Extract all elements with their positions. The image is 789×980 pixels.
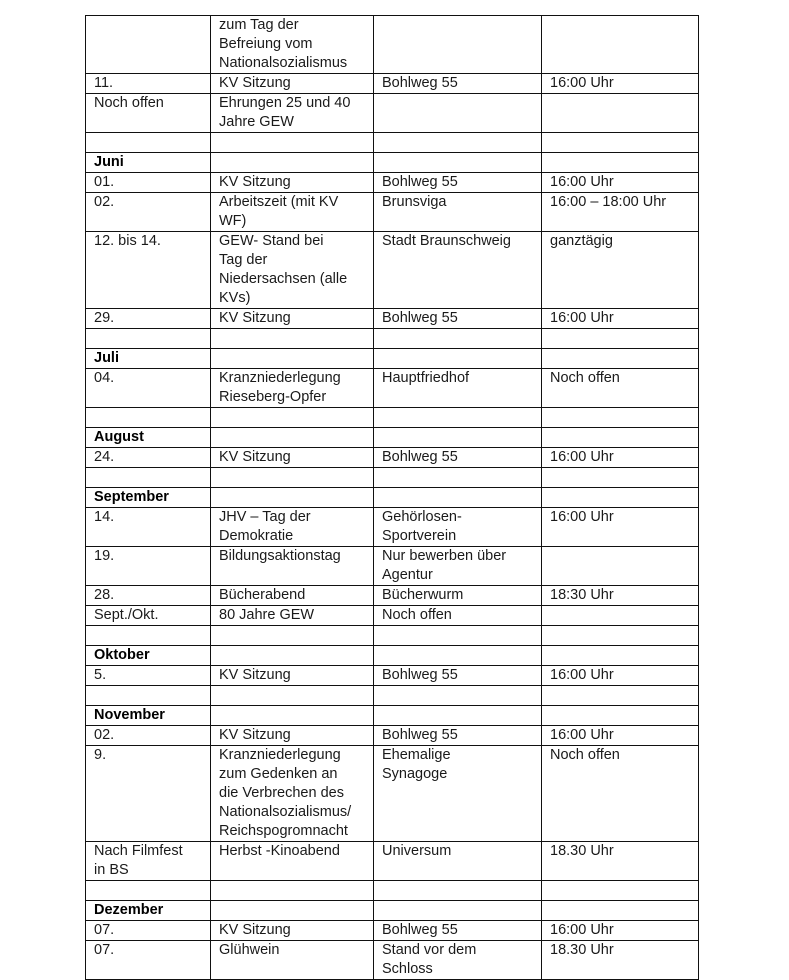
time-cell: [542, 16, 699, 74]
event-cell: KV Sitzung: [211, 921, 374, 941]
location-cell: Universum: [374, 842, 542, 881]
schedule-body: [86, 16, 699, 980]
location-cell: Bohlweg 55: [374, 448, 542, 468]
month-heading: Juni: [86, 153, 211, 173]
time-cell: [542, 881, 699, 901]
event-cell: KV Sitzung: [211, 309, 374, 329]
empty-cell: [374, 153, 542, 173]
event-cell: [211, 881, 374, 901]
spacer-row: [86, 686, 699, 706]
location-cell: Bohlweg 55: [374, 74, 542, 94]
month-header-row: [86, 428, 699, 448]
event-row: [86, 746, 699, 842]
empty-cell: [211, 901, 374, 921]
time-cell: 16:00 Uhr: [542, 448, 699, 468]
date-cell: 9.: [86, 746, 211, 842]
location-cell: Gehörlosen- Sportverein: [374, 508, 542, 547]
event-cell: Kranzniederlegung zum Gedenken an die Verbrechen des Nationalsozialismus/ Reichspogromnacht: [211, 746, 374, 842]
date-cell: 12. bis 14.: [86, 232, 211, 309]
location-cell: Ehemalige Synagoge: [374, 746, 542, 842]
location-cell: [374, 468, 542, 488]
date-cell: 07.: [86, 941, 211, 980]
date-cell: [86, 626, 211, 646]
time-cell: 16:00 Uhr: [542, 921, 699, 941]
date-cell: 11.: [86, 74, 211, 94]
month-heading: Oktober: [86, 646, 211, 666]
event-cell: zum Tag der Befreiung vom Nationalsozialismus: [211, 16, 374, 74]
event-row: [86, 16, 699, 74]
time-cell: [542, 468, 699, 488]
event-cell: [211, 468, 374, 488]
empty-cell: [542, 428, 699, 448]
spacer-row: [86, 881, 699, 901]
time-cell: [542, 626, 699, 646]
event-cell: JHV – Tag der Demokratie: [211, 508, 374, 547]
date-cell: 04.: [86, 369, 211, 408]
event-cell: Bildungsaktionstag: [211, 547, 374, 586]
time-cell: [542, 408, 699, 428]
month-header-row: [86, 646, 699, 666]
month-heading: Juli: [86, 349, 211, 369]
event-row: [86, 508, 699, 547]
date-cell: Noch offen: [86, 94, 211, 133]
event-row: [86, 173, 699, 193]
time-cell: 18:30 Uhr: [542, 586, 699, 606]
date-cell: [86, 468, 211, 488]
empty-cell: [211, 153, 374, 173]
time-cell: 18.30 Uhr: [542, 941, 699, 980]
time-cell: ganztägig: [542, 232, 699, 309]
event-row: [86, 921, 699, 941]
month-heading: August: [86, 428, 211, 448]
event-row: [86, 448, 699, 468]
location-cell: Bohlweg 55: [374, 309, 542, 329]
date-cell: 02.: [86, 726, 211, 746]
event-row: [86, 309, 699, 329]
time-cell: [542, 133, 699, 153]
time-cell: Noch offen: [542, 369, 699, 408]
event-cell: KV Sitzung: [211, 448, 374, 468]
time-cell: 18.30 Uhr: [542, 842, 699, 881]
time-cell: 16:00 Uhr: [542, 508, 699, 547]
month-header-row: [86, 153, 699, 173]
location-cell: Bohlweg 55: [374, 173, 542, 193]
location-cell: Stand vor dem Schloss: [374, 941, 542, 980]
month-header-row: [86, 349, 699, 369]
event-cell: [211, 133, 374, 153]
empty-cell: [211, 646, 374, 666]
date-cell: [86, 329, 211, 349]
spacer-row: [86, 329, 699, 349]
event-cell: KV Sitzung: [211, 726, 374, 746]
empty-cell: [542, 706, 699, 726]
date-cell: Nach Filmfest in BS: [86, 842, 211, 881]
empty-cell: [542, 901, 699, 921]
time-cell: 16:00 Uhr: [542, 74, 699, 94]
empty-cell: [211, 488, 374, 508]
location-cell: Bücherwurm: [374, 586, 542, 606]
time-cell: 16:00 Uhr: [542, 173, 699, 193]
date-cell: 29.: [86, 309, 211, 329]
event-cell: Arbeitszeit (mit KV WF): [211, 193, 374, 232]
event-row: [86, 606, 699, 626]
event-cell: GEW- Stand bei Tag der Niedersachsen (alle KVs): [211, 232, 374, 309]
event-row: [86, 666, 699, 686]
date-cell: Sept./Okt.: [86, 606, 211, 626]
location-cell: Hauptfriedhof: [374, 369, 542, 408]
location-cell: [374, 16, 542, 74]
month-heading: November: [86, 706, 211, 726]
location-cell: Noch offen: [374, 606, 542, 626]
month-heading: September: [86, 488, 211, 508]
event-cell: Bücherabend: [211, 586, 374, 606]
empty-cell: [374, 488, 542, 508]
location-cell: Bohlweg 55: [374, 921, 542, 941]
time-cell: [542, 606, 699, 626]
month-header-row: [86, 488, 699, 508]
spacer-row: [86, 133, 699, 153]
empty-cell: [374, 646, 542, 666]
date-cell: 19.: [86, 547, 211, 586]
date-cell: 5.: [86, 666, 211, 686]
event-row: [86, 94, 699, 133]
event-row: [86, 369, 699, 408]
spacer-row: [86, 408, 699, 428]
date-cell: 14.: [86, 508, 211, 547]
event-cell: [211, 626, 374, 646]
empty-cell: [542, 646, 699, 666]
location-cell: Stadt Braunschweig: [374, 232, 542, 309]
spacer-row: [86, 468, 699, 488]
empty-cell: [374, 901, 542, 921]
empty-cell: [542, 153, 699, 173]
date-cell: 01.: [86, 173, 211, 193]
time-cell: [542, 329, 699, 349]
date-cell: [86, 408, 211, 428]
empty-cell: [211, 706, 374, 726]
location-cell: [374, 329, 542, 349]
location-cell: [374, 133, 542, 153]
event-row: [86, 842, 699, 881]
date-cell: 07.: [86, 921, 211, 941]
time-cell: Noch offen: [542, 746, 699, 842]
event-row: [86, 586, 699, 606]
event-cell: [211, 686, 374, 706]
location-cell: [374, 626, 542, 646]
date-cell: [86, 16, 211, 74]
time-cell: 16:00 Uhr: [542, 309, 699, 329]
location-cell: Nur bewerben über Agentur: [374, 547, 542, 586]
event-row: [86, 232, 699, 309]
month-heading: Dezember: [86, 901, 211, 921]
date-cell: [86, 133, 211, 153]
date-cell: [86, 686, 211, 706]
empty-cell: [542, 349, 699, 369]
event-cell: Glühwein: [211, 941, 374, 980]
time-cell: [542, 94, 699, 133]
event-cell: 80 Jahre GEW: [211, 606, 374, 626]
event-cell: KV Sitzung: [211, 666, 374, 686]
empty-cell: [542, 488, 699, 508]
location-cell: [374, 94, 542, 133]
event-row: [86, 74, 699, 94]
month-header-row: [86, 901, 699, 921]
event-cell: [211, 329, 374, 349]
event-cell: KV Sitzung: [211, 173, 374, 193]
empty-cell: [211, 428, 374, 448]
date-cell: 28.: [86, 586, 211, 606]
time-cell: 16:00 – 18:00 Uhr: [542, 193, 699, 232]
location-cell: [374, 408, 542, 428]
event-cell: KV Sitzung: [211, 74, 374, 94]
location-cell: Bohlweg 55: [374, 726, 542, 746]
event-row: [86, 547, 699, 586]
event-row: [86, 193, 699, 232]
location-cell: [374, 881, 542, 901]
location-cell: Bohlweg 55: [374, 666, 542, 686]
empty-cell: [211, 349, 374, 369]
month-header-row: [86, 706, 699, 726]
event-cell: Ehrungen 25 und 40 Jahre GEW: [211, 94, 374, 133]
date-cell: 24.: [86, 448, 211, 468]
time-cell: 16:00 Uhr: [542, 726, 699, 746]
location-cell: Brunsviga: [374, 193, 542, 232]
spacer-row: [86, 626, 699, 646]
time-cell: [542, 547, 699, 586]
event-cell: Herbst -Kinoabend: [211, 842, 374, 881]
event-row: [86, 941, 699, 980]
time-cell: 16:00 Uhr: [542, 666, 699, 686]
event-row: [86, 726, 699, 746]
event-cell: [211, 408, 374, 428]
date-cell: [86, 881, 211, 901]
empty-cell: [374, 706, 542, 726]
event-cell: Kranzniederlegung Rieseberg-Opfer: [211, 369, 374, 408]
empty-cell: [374, 428, 542, 448]
date-cell: 02.: [86, 193, 211, 232]
location-cell: [374, 686, 542, 706]
empty-cell: [374, 349, 542, 369]
time-cell: [542, 686, 699, 706]
event-schedule-table: [85, 15, 699, 980]
